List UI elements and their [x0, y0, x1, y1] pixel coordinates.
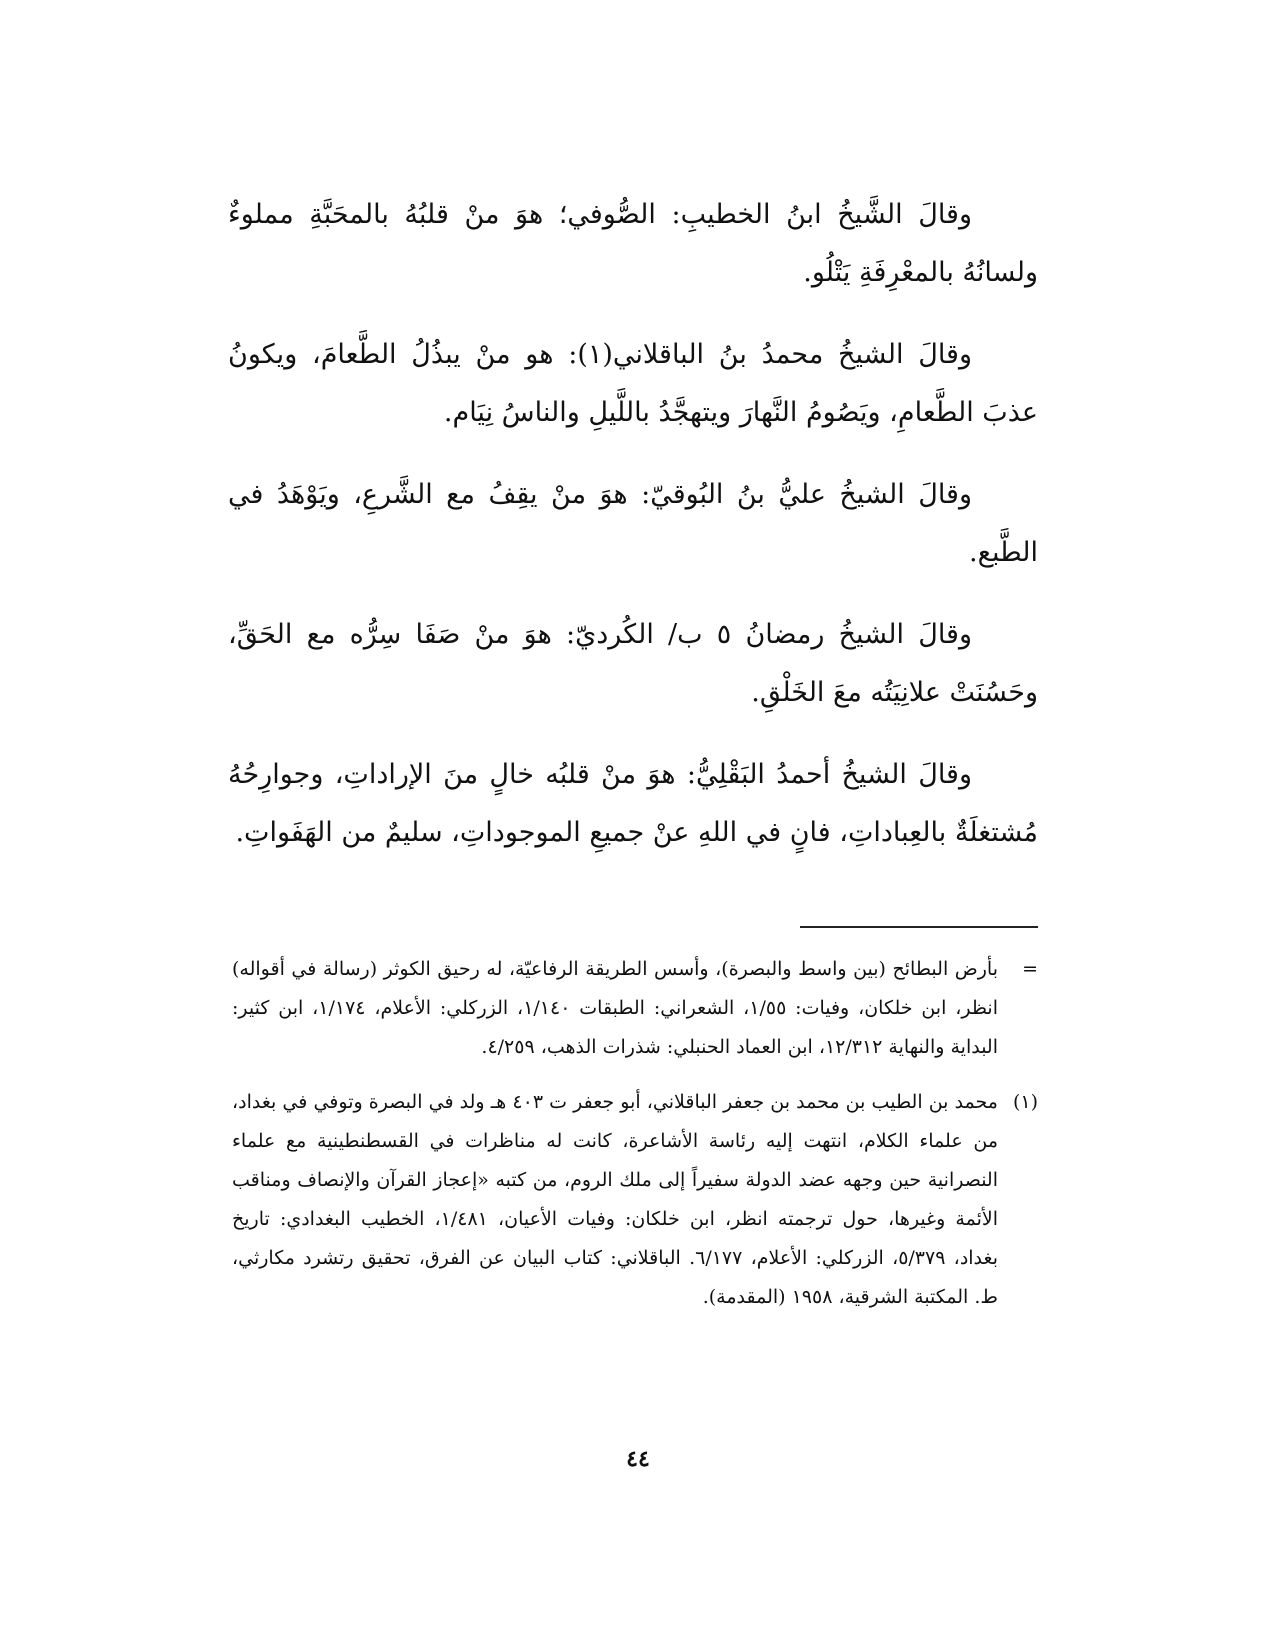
footnote-separator [800, 926, 1038, 928]
paragraph-ahmad-al-baqli: وقالَ الشيخُ أحمدُ البَقْلِيُّ: هوَ منْ قلبُه خالٍ منَ الإراداتِ، وجوارِحُهُ مُشتغلَةٌ بالعِباداتِ، فانٍ في اللهِ عنْ جميعِ الموجوداتِ، سليمٌ من الهَفَواتِ. [228, 759, 1038, 848]
footnote-text: محمد بن الطيب بن محمد بن جعفر الباقلاني، أبو جعفر ت ٤٠٣ هـ ولد في البصرة وتوفي في بغداد، من علماء الكلام، انتهت إليه رئاسة الأشاعرة، كانت له مناظرات في القسطنطينية مع علماء النصرانية حين وجهه عضد الدولة سفيراً إلى ملك الروم، من كتبه «إعجاز القرآن والإنصاف ومناقب الأئمة وغيرها، حول ترجمته انظر، ابن خلكان: وفيات الأعيان، ١/٤٨١، الخطيب البغدادي: تاريخ بغداد، ٥/٣٧٩، الزركلي: الأعلام، ٦/١٧٧. الباقلاني: كتاب البيان عن الفرق، تحقيق رتشرد مكارثي، ط. المكتبة الشرقية، ١٩٥٨ (المقدمة). [232, 1091, 998, 1308]
main-text [228, 186, 1038, 886]
page-number: ٤٤ [626, 1446, 650, 1472]
paragraph-ibn-al-khatib: وقالَ الشَّيخُ ابنُ الخطيبِ: الصُّوفي؛ هوَ منْ قلبُهُ بالمحَبَّةِ مملوءٌ ولسانُهُ بالمعْرِفَةِ يَتْلُو. [228, 199, 1038, 288]
footnote-1 [232, 1083, 1038, 1317]
paragraph-al-buqi: وقالَ الشيخُ عليُّ بنُ البُوقيّ: هوَ منْ يقِفُ مع الشَّرعِ، ويَوْهَدُ في الطَّبع. [228, 479, 1038, 568]
footnote-marker: = [1022, 958, 1038, 980]
paragraph-ramadan-al-kurdi: وقالَ الشيخُ رمضانُ ٥ ب/ الكُرديّ: هوَ منْ صَفَا سِرُّه مع الحَقِّ، وحَسُنَتْ علانِيَتُه معَ الخَلْقِ. [228, 619, 1038, 708]
footnotes [232, 950, 1038, 1333]
footnote-marker: (١) [1012, 1091, 1038, 1113]
footnote-text: بأرض البطائح (بين واسط والبصرة)، وأسس الطريقة الرفاعيّة، له رحيق الكوثر (رسالة في أقواله) انظر، ابن خلكان، وفيات: ١/٥٥، الشعراني: الطبقات ١/١٤٠، الزركلي: الأعلام، ١/١٧٤، ابن كثير: البداية والنهاية ١٢/٣١٢، ابن العماد الحنبلي: شذرات الذهب، ٤/٢٥٩. [232, 958, 998, 1058]
footnote-continued [232, 950, 1038, 1067]
paragraph-al-baqillani: وقالَ الشيخُ محمدُ بنُ الباقلاني(١): هو منْ يبذُلُ الطَّعامَ، ويكونُ عذبَ الطَّعامِ، ويَصُومُ النَّهارَ ويتهجَّدُ باللَّيلِ والناسُ نِيَام. [228, 339, 1038, 428]
